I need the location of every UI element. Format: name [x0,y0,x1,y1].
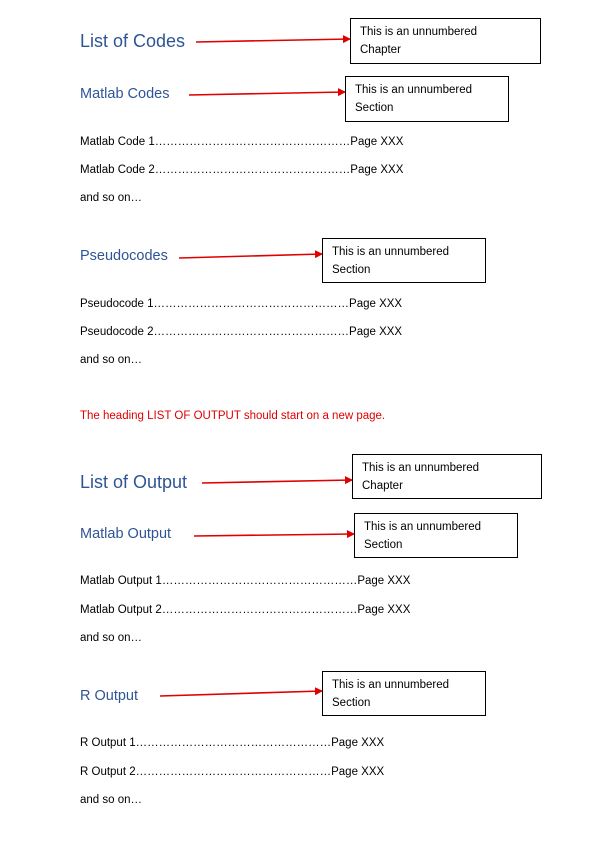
callout-line: This is an unnumbered [332,679,449,691]
arrow-list-of-codes [196,39,350,42]
callout-line: Section [332,264,371,276]
toc-entry: Matlab Output 2……………………………………………Page XXX [80,604,411,616]
toc-entry: and so on… [80,794,143,806]
arrow-pseudocodes [179,254,322,258]
callout-line: Section [364,539,403,551]
callout-line: This is an unnumbered [362,462,479,474]
arrow-matlab-output [194,534,354,536]
callout-box-section [322,671,486,716]
toc-entry: and so on… [80,192,143,204]
chapter-heading-list-of-output: List of Output [80,472,188,492]
callout-line: Section [332,697,371,709]
toc-entry: Matlab Output 1……………………………………………Page XXX [80,575,411,587]
callout-line: This is an unnumbered [332,246,449,258]
toc-entry: Matlab Code 1……………………………………………Page XXX [80,136,404,148]
toc-entry: Pseudocode 1……………………………………………Page XXX [80,298,403,310]
callout-line: Section [355,102,394,114]
callout-box-section [354,513,518,558]
toc-entry: Matlab Code 2……………………………………………Page XXX [80,164,404,176]
callout-box-section [345,76,509,122]
section-heading-matlab-codes: Matlab Codes [80,86,170,102]
section-heading-pseudocodes: Pseudocodes [80,248,168,264]
chapter-heading-list-of-codes: List of Codes [80,31,186,51]
toc-entry: and so on… [80,354,143,366]
callout-box-section [322,238,486,283]
arrow-matlab-codes [189,92,345,95]
callout-box-chapter [350,18,541,64]
callout-line: This is an unnumbered [364,521,481,533]
callout-line: This is an unnumbered [360,26,477,38]
callout-line: This is an unnumbered [355,84,472,96]
toc-entry: R Output 1……………………………………………Page XXX [80,737,385,749]
section-heading-r-output: R Output [80,688,139,704]
callout-line: Chapter [360,44,401,56]
section-heading-matlab-output: Matlab Output [80,526,172,542]
callout-box-chapter [352,454,542,499]
arrow-r-output [160,691,322,696]
arrow-list-of-output [202,480,352,483]
page-break-note: The heading LIST OF OUTPUT should start on a new page. [80,410,386,422]
callout-line: Chapter [362,480,403,492]
toc-entry: R Output 2……………………………………………Page XXX [80,766,385,778]
toc-entry: Pseudocode 2……………………………………………Page XXX [80,326,403,338]
toc-entry: and so on… [80,632,143,644]
